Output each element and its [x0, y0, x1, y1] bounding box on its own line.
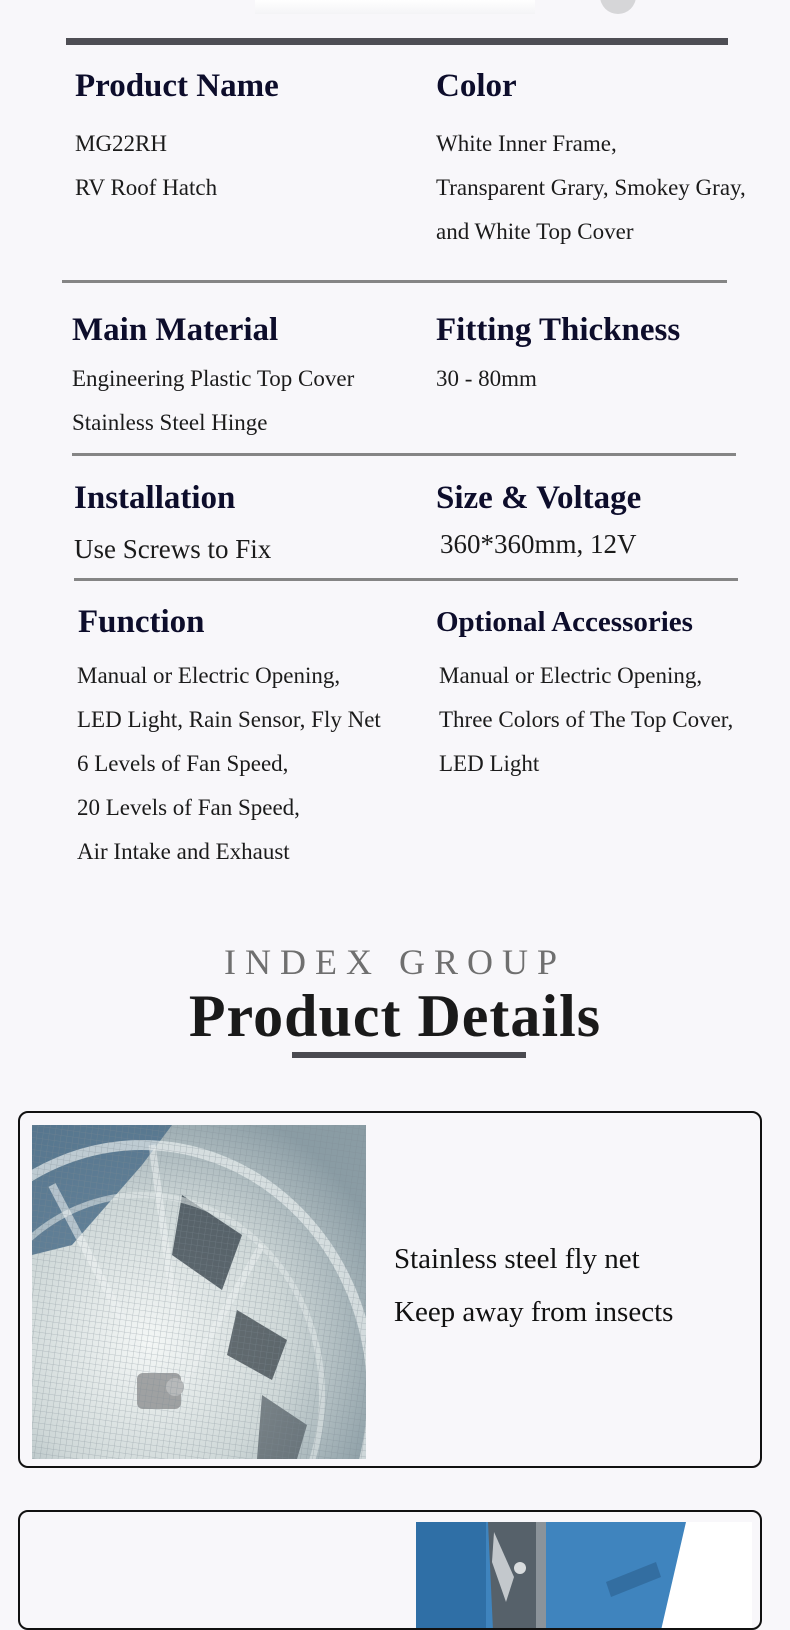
spec-value-function: Manual or Electric Opening, LED Light, Rain Sensor, Fly Net 6 Levels of Fan Speed, 20 Levels of Fan Speed, Air Intake and Exhaust: [77, 663, 381, 864]
spec-label-color: Color: [436, 68, 517, 104]
section-underline: [292, 1052, 526, 1058]
detail-card-text: Stainless steel fly net Keep away from insects: [394, 1243, 674, 1328]
spec-label-fitting-thickness: Fitting Thickness: [436, 312, 681, 348]
spec-label-installation: Installation: [74, 480, 236, 516]
spec-value-size-voltage: 360*360mm, 12V: [440, 529, 637, 559]
spec-value-installation: Use Screws to Fix: [74, 534, 272, 564]
spec-label-optional-accessories: Optional Accessories: [436, 606, 693, 638]
spec-label-main-material: Main Material: [72, 312, 279, 348]
spec-label-product-name: Product Name: [75, 68, 279, 104]
hatch-photo: [416, 1522, 752, 1630]
top-knob-fragment: [600, 0, 636, 14]
detail-card-2: [18, 1510, 762, 1630]
spec-label-function: Function: [78, 604, 205, 640]
spec-value-fitting-thickness: 30 - 80mm: [436, 366, 537, 391]
divider: [72, 453, 736, 456]
detail-card-fly-net: [18, 1111, 762, 1468]
spec-label-size-voltage: Size & Voltage: [436, 480, 642, 516]
section-kicker: INDEX GROUP: [224, 942, 566, 982]
spec-value-product-name: MG22RH RV Roof Hatch: [75, 131, 218, 200]
section-title: Product Details: [188, 983, 602, 1049]
top-image-fragment: [255, 0, 535, 14]
spec-value-color: White Inner Frame, Transparent Grary, Smokey Gray, and White Top Cover: [436, 131, 746, 244]
fly-net-photo: [32, 1125, 366, 1459]
spec-value-optional-accessories: Manual or Electric Opening, Three Colors of The Top Cover, LED Light: [439, 663, 734, 776]
divider: [62, 280, 727, 283]
spec-value-main-material: Engineering Plastic Top Cover Stainless Steel Hinge: [72, 366, 355, 435]
divider: [74, 578, 738, 581]
divider: [66, 38, 728, 45]
